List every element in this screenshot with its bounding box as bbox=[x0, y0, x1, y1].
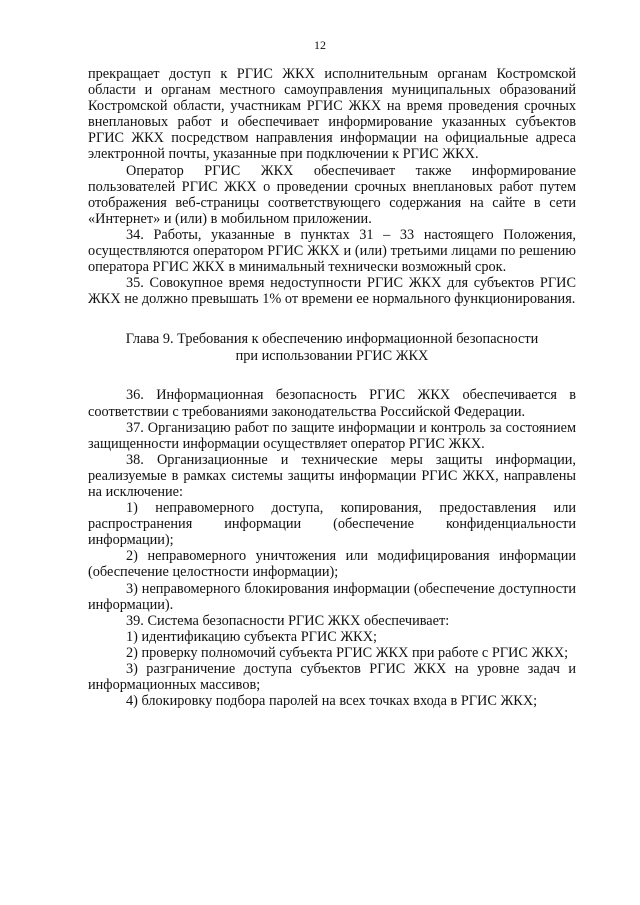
paragraph: 2) неправомерного уничтожения или модифицирования информации (обеспечение целостности информации); bbox=[88, 548, 576, 581]
paragraph: прекращает доступ к РГИС ЖКХ исполнительным органам Костромской области и органам местного самоуправления муниципальных образований Костромской области, участникам РГИС ЖКХ на время проведения срочных внеплановых работ и обеспечивает информирование указанных субъектов РГИС ЖКХ посредством направления информации на официальные адреса электронной почты, указанные при подключении к РГИС ЖКХ. bbox=[88, 66, 576, 163]
paragraph: 3) разграничение доступа субъектов РГИС ЖКХ на уровне задач и информационных массивов; bbox=[88, 661, 576, 694]
document-body bbox=[88, 66, 576, 709]
paragraph: 37. Организацию работ по защите информации и контроль за состоянием защищенности информации осуществляет оператор РГИС ЖКХ. bbox=[88, 419, 576, 452]
page-number: 12 bbox=[314, 38, 326, 52]
paragraph: 1) идентификацию субъекта РГИС ЖКХ; bbox=[126, 628, 378, 645]
paragraph: 4) блокировку подбора паролей на всех точках входа в РГИС ЖКХ; bbox=[126, 693, 538, 710]
paragraph: 34. Работы, указанные в пунктах 31 – 33 настоящего Положения, осуществляются оператором РГИС ЖКХ и (или) третьими лицами по решению оператора РГИС ЖКХ в минимальный технически возможный срок. bbox=[88, 226, 576, 276]
chapter-heading bbox=[88, 331, 576, 364]
paragraph: 39. Система безопасности РГИС ЖКХ обеспечивает: bbox=[126, 612, 450, 629]
paragraph: 36. Информационная безопасность РГИС ЖКХ обеспечивается в соответствии с требованиями законодательства Российской Федерации. bbox=[88, 387, 576, 420]
paragraph: 38. Организационные и технические меры защиты информации, реализуемые в рамках системы защиты информации РГИС ЖКХ, направлены на исключение: bbox=[88, 451, 576, 500]
paragraph: 3) неправомерного блокирования информации (обеспечение доступности информации). bbox=[88, 580, 576, 613]
section-before-chapter bbox=[88, 66, 576, 307]
paragraph: 2) проверку полномочий субъекта РГИС ЖКХ при работе с РГИС ЖКХ; bbox=[126, 644, 569, 661]
chapter-heading-line-2: при использовании РГИС ЖКХ bbox=[235, 347, 429, 364]
paragraph: Оператор РГИС ЖКХ обеспечивает также информирование пользователей РГИС ЖКХ о проведении срочных внеплановых работ путем отображения веб-страницы соответствующего содержания на сайте в сети «Интернет» и (или) в мобильном приложении. bbox=[88, 162, 576, 227]
chapter-heading-line-1: Глава 9. Требования к обеспечению информационной безопасности bbox=[125, 331, 539, 348]
paragraph: 35. Совокупное время недоступности РГИС ЖКХ для субъектов РГИС ЖКХ не должно превышать 1% от времени ее нормального функционирования. bbox=[88, 275, 576, 308]
section-chapter-9 bbox=[88, 387, 576, 709]
paragraph: 1) неправомерного доступа, копирования, предоставления или распространения информации (обеспечение конфиденциальности информации); bbox=[88, 500, 576, 549]
